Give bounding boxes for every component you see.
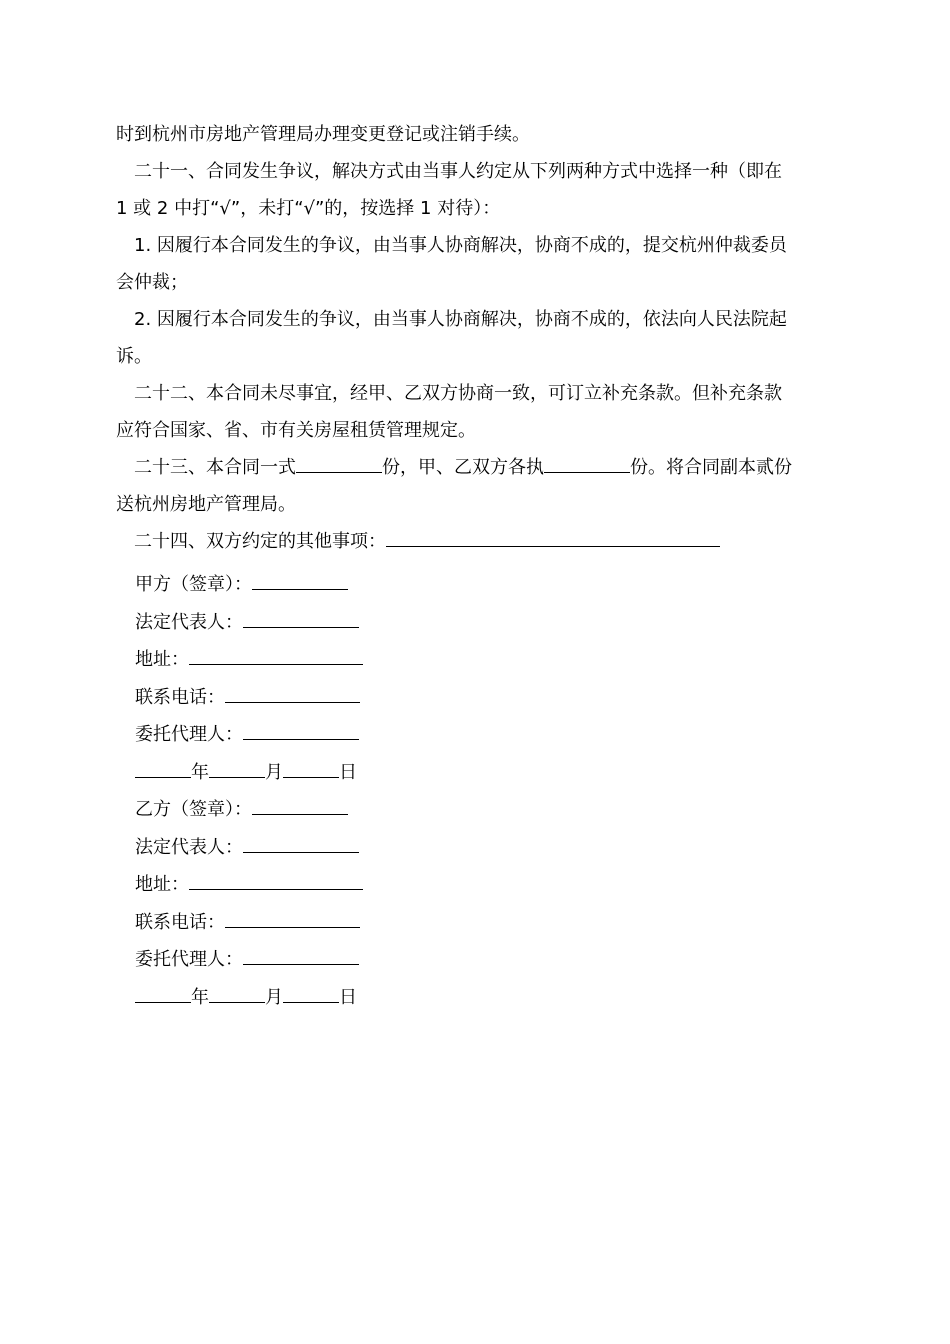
copies-each-blank[interactable] [544,456,630,473]
option-1-line2: 会仲裁； [116,272,188,293]
party-a-rep-label: 法定代表人： [135,612,243,633]
clause-23-part3: 份。将合同副本贰份 [630,457,792,478]
party-b-agent-label: 委托代理人： [135,949,243,970]
clause-23-line2: 送杭州房地产管理局。 [116,494,296,515]
party-b-agent-row [135,948,359,972]
party-a-month-blank[interactable] [209,761,265,778]
party-a-address-row [135,648,363,672]
party-b-year-blank[interactable] [135,986,191,1003]
party-a-day-label: 日 [339,762,357,783]
party-a-title-row [135,573,348,597]
option-1-line1: 1. 因履行本合同发生的争议，由当事人协商解决，协商不成的，提交杭州仲裁委员 [134,235,787,256]
party-a-year-blank[interactable] [135,761,191,778]
copies-total-blank[interactable] [296,456,382,473]
clause-24 [116,523,836,560]
party-a-agent-label: 委托代理人： [135,724,243,745]
party-b-day-blank[interactable] [283,986,339,1003]
party-b-phone-row [135,911,360,935]
party-b-address-blank[interactable] [189,873,363,890]
party-a-address-label: 地址： [135,649,189,670]
clause-24-label: 二十四、双方约定的其他事项： [134,531,386,552]
clause-22-line2: 应符合国家、省、市有关房屋租赁管理规定。 [116,420,476,441]
clause-23-part2: 份，甲、乙双方各执 [382,457,544,478]
clause-23-line1 [116,449,836,486]
party-b-agent-blank[interactable] [243,948,359,965]
party-a-seal-blank[interactable] [252,573,348,590]
party-b-date-row [135,986,357,1010]
party-b-rep-row [135,836,359,860]
party-a-title: 甲方（签章）： [135,574,252,595]
party-a-month-label: 月 [265,762,283,783]
party-a-agent-blank[interactable] [243,723,359,740]
other-matters-blank[interactable] [386,530,720,547]
party-b-year-label: 年 [191,987,209,1008]
party-a-rep-blank[interactable] [243,611,359,628]
party-a-address-blank[interactable] [189,648,363,665]
party-a-agent-row [135,723,359,747]
party-a-phone-blank[interactable] [225,686,360,703]
party-b-day-label: 日 [339,987,357,1008]
option-2-line1: 2. 因履行本合同发生的争议，由当事人协商解决，协商不成的，依法向人民法院起 [134,309,787,330]
party-b-rep-label: 法定代表人： [135,837,243,858]
clause-21-line1: 二十一、合同发生争议，解决方式由当事人约定从下列两种方式中选择一种（即在 [134,161,782,182]
party-a-rep-row [135,611,359,635]
clause-22-line1: 二十二、本合同未尽事宜，经甲、乙双方协商一致，可订立补充条款。但补充条款 [134,383,782,404]
paragraph-continued: 时到杭州市房地产管理局办理变更登记或注销手续。 [116,124,530,145]
party-b-month-blank[interactable] [209,986,265,1003]
party-b-month-label: 月 [265,987,283,1008]
clause-23-part1: 二十三、本合同一式 [134,457,296,478]
party-a-date-row [135,761,357,785]
party-a-phone-row [135,686,360,710]
party-b-seal-blank[interactable] [252,798,348,815]
party-b-title-row [135,798,348,822]
party-b-title: 乙方（签章）： [135,799,252,820]
party-b-phone-blank[interactable] [225,911,360,928]
party-b-address-label: 地址： [135,874,189,895]
party-a-day-blank[interactable] [283,761,339,778]
party-b-rep-blank[interactable] [243,836,359,853]
party-a-phone-label: 联系电话： [135,687,225,708]
party-b-address-row [135,873,363,897]
clause-21-line2: 1 或 2 中打“√”，未打“√”的，按选择 1 对待）： [116,198,501,219]
party-b-phone-label: 联系电话： [135,912,225,933]
party-a-year-label: 年 [191,762,209,783]
contract-body [116,116,836,560]
option-2-line2: 诉。 [116,346,152,367]
